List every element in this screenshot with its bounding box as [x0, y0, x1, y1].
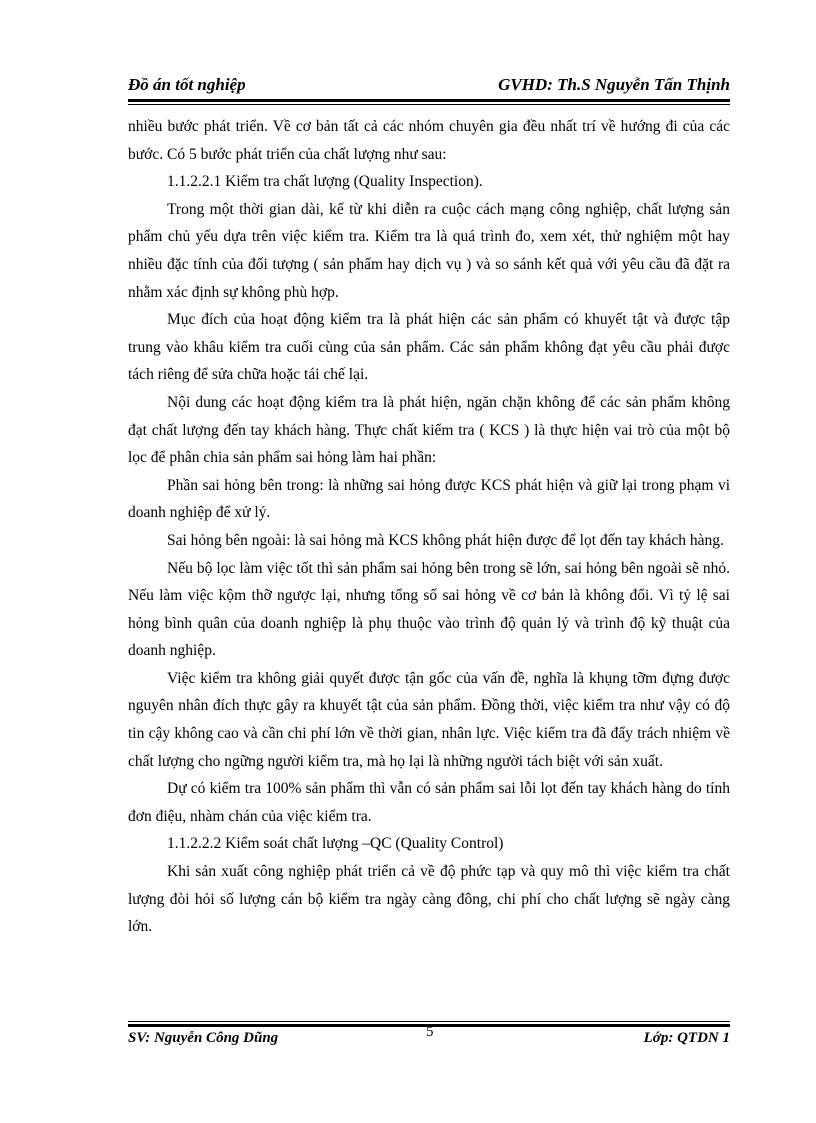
footer-rule-thin: [128, 1021, 730, 1022]
paragraph: Mục đích của hoạt động kiểm tra là phát hiện các sản phẩm có khuyết tật và được tập trung vào khâu kiểm tra cuối cùng của sản phẩm. Các sản phẩm không đạt yêu cầu phải được tách riêng để sửa chữa hoặc tái chế lại.: [128, 311, 730, 384]
paragraph: Trong một thời gian dài, kể từ khi diễn ra cuộc cách mạng công nghiệp, chất lượng sản phẩm chủ yếu dựa trên việc kiểm tra. Kiểm tra là quá trình đo, xem xét, thử nghiệm một hay nhiều đặc tính của đối tượng ( sản phẩm hay dịch vụ ) và so sánh kết quả với yêu cầu đã đặt ra nhằm xác định sự không phù hợp.: [128, 200, 730, 301]
section-heading: 1.1.2.2.1 Kiểm tra chất lượng (Quality Inspection).: [167, 173, 483, 191]
paragraph: Dự có kiểm tra 100% sản phẩm thì vẫn có sản phẩm sai lỗi lọt đến tay khách hàng do tính đơn điệu, nhàm chán của việc kiểm tra.: [128, 780, 730, 825]
page-number: 5: [426, 1024, 434, 1040]
paragraph: Nếu bộ lọc làm việc tốt thì sản phẩm sai hỏng bên trong sẽ lớn, sai hỏng bên ngoài sẽ nhỏ. Nếu làm việc kộm thỡ ngược lại, nhưng tổng số sai hỏng về cơ bản là không đổi. Vì tỷ lệ sai hỏng bình quân của doanh nghiệp là phụ thuộc vào trình độ quản lý và trình độ kỹ thuật của doanh nghiệp.: [128, 559, 730, 660]
paragraph: Nội dung các hoạt động kiểm tra là phát hiện, ngăn chặn không để các sản phẩm không đạt chất lượng đến tay khách hàng. Thực chất kiểm tra ( KCS ) là thực hiện vai trò của một bộ lọc để phân chia sản phẩm sai hỏng làm hai phần:: [128, 393, 730, 467]
paragraph: nhiều bước phát triển. Về cơ bản tất cả các nhóm chuyên gia đều nhất trí về hướng đi của các bước. Có 5 bước phát triển của chất lượng như sau:: [128, 118, 730, 163]
body-text: [128, 113, 730, 941]
header-title: Đồ án tốt nghiệp: [128, 75, 246, 94]
paragraph: Phần sai hỏng bên trong: là những sai hỏng được KCS phát hiện và giữ lại trong phạm vi doanh nghiệp để xử lý.: [128, 476, 730, 522]
paragraph: Sai hỏng bên ngoài: là sai hỏng mà KCS không phát hiện được để lọt đến tay khách hàng.: [167, 531, 724, 549]
footer-student: SV: Nguyễn Công Dũng: [128, 1030, 279, 1046]
page-header: [128, 75, 730, 99]
footer-class: Lớp: QTDN 1: [643, 1030, 730, 1046]
header-advisor: GVHD: Th.S Nguyễn Tấn Thịnh: [498, 75, 730, 94]
page-footer: [128, 1024, 730, 1050]
paragraph: Khi sản xuất công nghiệp phát triển cả về độ phức tạp và quy mô thì việc kiểm tra chất lượng đòi hỏi số lượng cán bộ kiểm tra ngày càng đông, chi phí cho chất lượng sẽ ngày càng lớn.: [128, 863, 730, 936]
header-rule-thick: [128, 99, 730, 102]
section-heading: 1.1.2.2.2 Kiểm soát chất lượng –QC (Quality Control): [167, 835, 504, 853]
paragraph: Việc kiểm tra không giải quyết được tận gốc của vấn đề, nghĩa là khụng tỡm đựng được nguyên nhân đích thực gây ra khuyết tật của sản phẩm. Đồng thời, việc kiểm tra như vậy có độ tin cậy không cao và cần chi phí lớn về thời gian, nhân lực. Việc kiểm tra đã đẩy trách nhiệm về chất lượng cho ngững người kiểm tra, mà họ lại là những người tách biệt với sản xuất.: [128, 669, 730, 770]
header-rule-thin: [128, 104, 730, 105]
